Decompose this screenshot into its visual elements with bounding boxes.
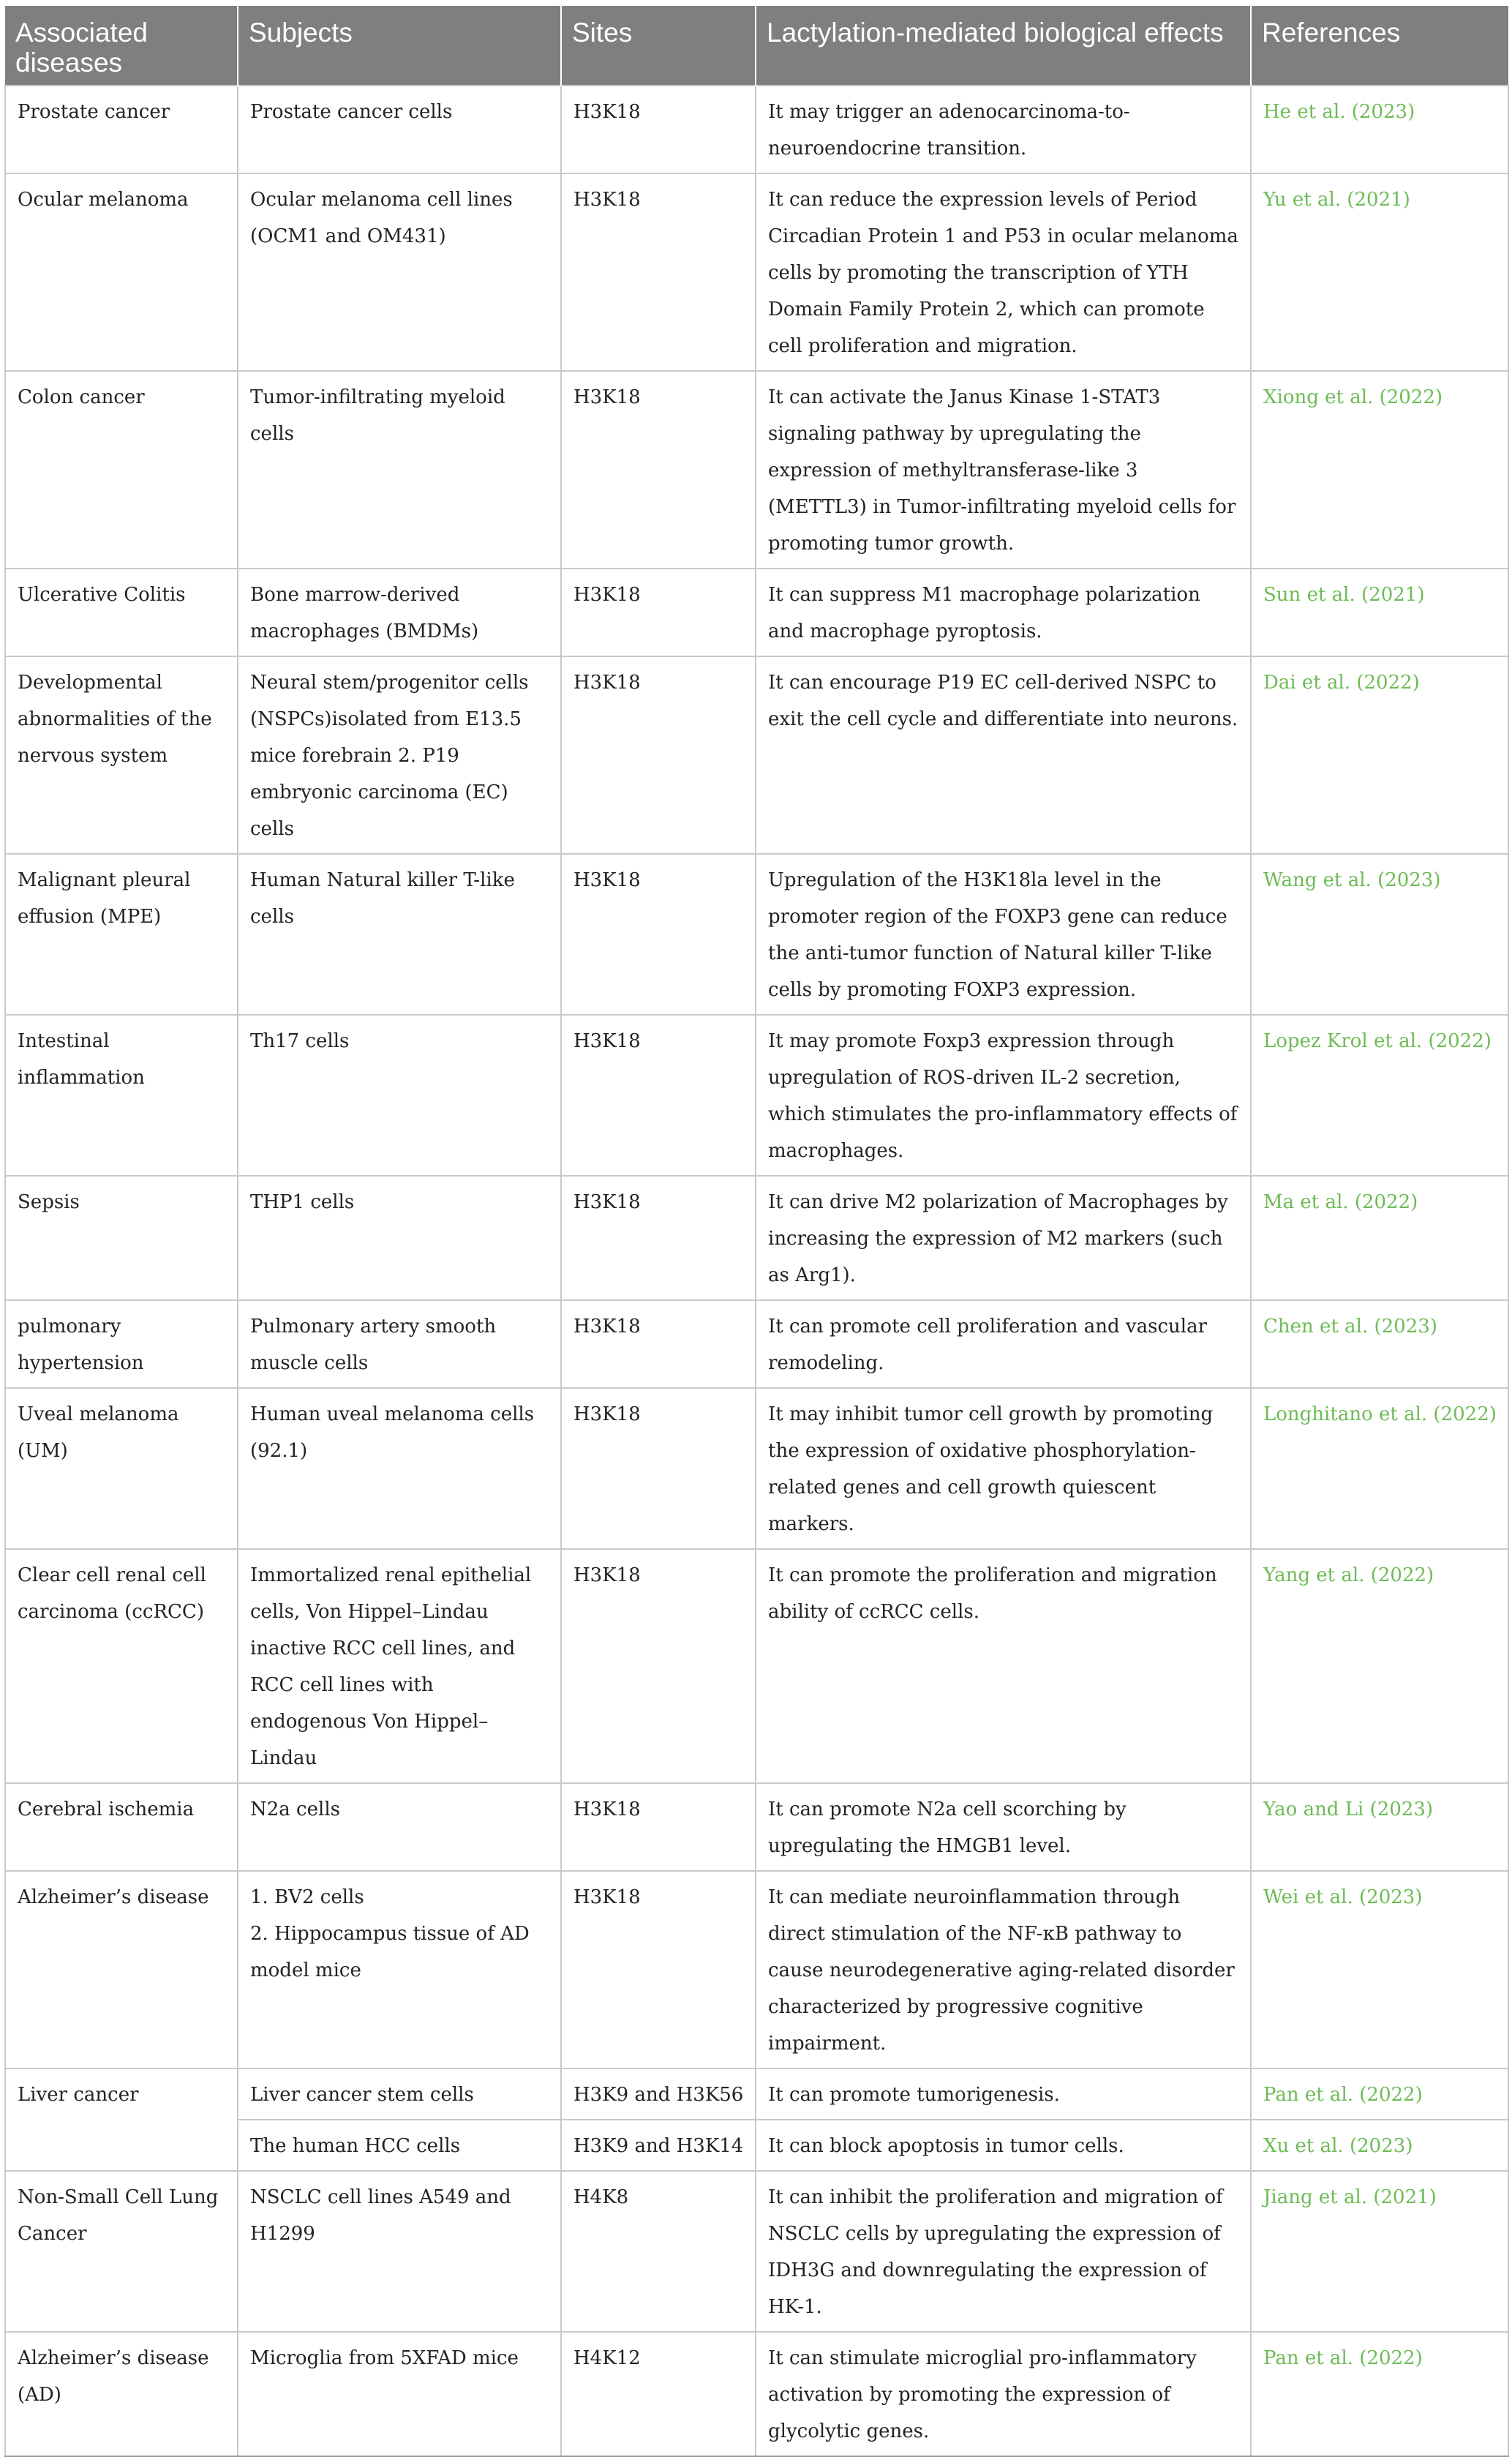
table-row: [5, 1388, 1508, 1549]
header-subjects: Subjects: [238, 6, 561, 86]
cell-subjects: Immortalized renal epithelial cells, Von Hippel–Lindau inactive RCC cell lines, and RCC cell lines with endogenous Von Hippel–Lindau: [238, 1549, 561, 1783]
cell-effects: It can promote N2a cell scorching by upregulating the HMGB1 level.: [756, 1783, 1251, 1871]
header-sites: Sites: [561, 6, 756, 86]
cell-disease: Alzheimer’s disease (AD): [5, 2332, 238, 2456]
cell-effects: It can encourage P19 EC cell-derived NSPC to exit the cell cycle and differentiate into neurons.: [756, 656, 1251, 854]
cell-subjects: Tumor-infiltrating myeloid cells: [238, 371, 561, 569]
cell-sites: H3K18: [561, 1549, 756, 1783]
cell-effects: It can stimulate microglial pro-inflammatory activation by promoting the expression of glycolytic genes.: [756, 2332, 1251, 2456]
cell-effects: It can promote cell proliferation and vascular remodeling.: [756, 1300, 1251, 1388]
table-row: [5, 1015, 1508, 1176]
reference-link[interactable]: Pan et al. (2022): [1251, 2332, 1508, 2456]
table-row: [5, 173, 1508, 371]
cell-disease: Clear cell renal cell carcinoma (ccRCC): [5, 1549, 238, 1783]
cell-subjects: 1. BV2 cells 2. Hippocampus tissue of AD model mice: [238, 1871, 561, 2068]
cell-sites: H3K9 and H3K56: [561, 2068, 756, 2120]
cell-sites: H3K18: [561, 656, 756, 854]
cell-sites: H3K18: [561, 86, 756, 173]
reference-link[interactable]: Lopez Krol et al. (2022): [1251, 1015, 1508, 1176]
reference-link[interactable]: Pan et al. (2022): [1251, 2068, 1508, 2120]
table-row: [5, 1549, 1508, 1783]
cell-subjects: NSCLC cell lines A549 and H1299: [238, 2171, 561, 2332]
header-diseases: Associated diseases: [5, 6, 238, 86]
cell-disease: Developmental abnormalities of the nervous system: [5, 656, 238, 854]
reference-link[interactable]: Sun et al. (2021): [1251, 569, 1508, 656]
table-row: [5, 2068, 1508, 2120]
table-row: [5, 371, 1508, 569]
cell-effects: Upregulation of the H3K18la level in the promoter region of the FOXP3 gene can reduce the anti-tumor function of Natural killer T-like cells by promoting FOXP3 expression.: [756, 854, 1251, 1015]
cell-subjects: Prostate cancer cells: [238, 86, 561, 173]
cell-subjects: Liver cancer stem cells: [238, 2068, 561, 2120]
reference-link[interactable]: Xiong et al. (2022): [1251, 371, 1508, 569]
cell-disease: pulmonary hypertension: [5, 1300, 238, 1388]
cell-effects: It can activate the Janus Kinase 1-STAT3 signaling pathway by upregulating the expression of methyltransferase-like 3 (METTL3) in Tumor-infiltrating myeloid cells for promoting tumor growth.: [756, 371, 1251, 569]
cell-sites: H4K12: [561, 2332, 756, 2456]
cell-sites: H3K9 and H3K14: [561, 2120, 756, 2171]
reference-link[interactable]: Longhitano et al. (2022): [1251, 1388, 1508, 1549]
reference-link[interactable]: Yao and Li (2023): [1251, 1783, 1508, 1871]
cell-sites: H3K18: [561, 1783, 756, 1871]
cell-effects: It can promote tumorigenesis.: [756, 2068, 1251, 2120]
cell-effects: It can drive M2 polarization of Macrophages by increasing the expression of M2 markers (such as Arg1).: [756, 1176, 1251, 1300]
cell-subjects: Neural stem/progenitor cells (NSPCs)isolated from E13.5 mice forebrain 2. P19 embryonic carcinoma (EC) cells: [238, 656, 561, 854]
cell-disease: Ocular melanoma: [5, 173, 238, 371]
cell-sites: H3K18: [561, 1388, 756, 1549]
cell-sites: H3K18: [561, 1300, 756, 1388]
table-row: [5, 854, 1508, 1015]
table-container: [4, 6, 1508, 2457]
header-references: References: [1251, 6, 1508, 86]
cell-subjects: The human HCC cells: [238, 2120, 561, 2171]
header-row: [5, 6, 1508, 86]
cell-subjects: Bone marrow-derived macrophages (BMDMs): [238, 569, 561, 656]
table-row: [5, 569, 1508, 656]
cell-sites: H3K18: [561, 371, 756, 569]
reference-link[interactable]: Ma et al. (2022): [1251, 1176, 1508, 1300]
table-header: [5, 6, 1508, 86]
cell-effects: It may trigger an adenocarcinoma-to-neuroendocrine transition.: [756, 86, 1251, 173]
cell-disease: Prostate cancer: [5, 86, 238, 173]
cell-effects: It can promote the proliferation and migration ability of ccRCC cells.: [756, 1549, 1251, 1783]
cell-subjects: Pulmonary artery smooth muscle cells: [238, 1300, 561, 1388]
reference-link[interactable]: Xu et al. (2023): [1251, 2120, 1508, 2171]
cell-disease: Liver cancer: [5, 2068, 238, 2171]
cell-sites: H3K18: [561, 569, 756, 656]
reference-link[interactable]: Yang et al. (2022): [1251, 1549, 1508, 1783]
table-row: [5, 1871, 1508, 2068]
reference-link[interactable]: Yu et al. (2021): [1251, 173, 1508, 371]
reference-link[interactable]: Wei et al. (2023): [1251, 1871, 1508, 2068]
cell-sites: H3K18: [561, 854, 756, 1015]
cell-effects: It may promote Foxp3 expression through upregulation of ROS-driven IL-2 secretion, which stimulates the pro-inflammatory effects of macrophages.: [756, 1015, 1251, 1176]
cell-disease: Alzheimer’s disease: [5, 1871, 238, 2068]
reference-link[interactable]: Dai et al. (2022): [1251, 656, 1508, 854]
cell-disease: Intestinal inflammation: [5, 1015, 238, 1176]
header-effects: Lactylation-mediated biological effects: [756, 6, 1251, 86]
cell-effects: It can reduce the expression levels of Period Circadian Protein 1 and P53 in ocular melanoma cells by promoting the transcription of YTH Domain Family Protein 2, which can promote cell proliferation and migration.: [756, 173, 1251, 371]
cell-effects: It can block apoptosis in tumor cells.: [756, 2120, 1251, 2171]
cell-sites: H4K8: [561, 2171, 756, 2332]
table-row: [5, 1176, 1508, 1300]
cell-disease: Ulcerative Colitis: [5, 569, 238, 656]
reference-link[interactable]: Chen et al. (2023): [1251, 1300, 1508, 1388]
cell-sites: H3K18: [561, 1871, 756, 2068]
reference-link[interactable]: Wang et al. (2023): [1251, 854, 1508, 1015]
table-row: [5, 2332, 1508, 2456]
cell-disease: Cerebral ischemia: [5, 1783, 238, 1871]
reference-link[interactable]: He et al. (2023): [1251, 86, 1508, 173]
cell-effects: It can inhibit the proliferation and migration of NSCLC cells by upregulating the expression of IDH3G and downregulating the expression of HK-1.: [756, 2171, 1251, 2332]
cell-subjects: Microglia from 5XFAD mice: [238, 2332, 561, 2456]
cell-disease: Uveal melanoma (UM): [5, 1388, 238, 1549]
table-row: [5, 656, 1508, 854]
cell-subjects: Ocular melanoma cell lines (OCM1 and OM431): [238, 173, 561, 371]
reference-link[interactable]: Jiang et al. (2021): [1251, 2171, 1508, 2332]
cell-sites: H3K18: [561, 1176, 756, 1300]
lactylation-table: [4, 6, 1509, 2457]
cell-disease: Malignant pleural effusion (MPE): [5, 854, 238, 1015]
table-row: [5, 86, 1508, 173]
cell-effects: It can suppress M1 macrophage polarization and macrophage pyroptosis.: [756, 569, 1251, 656]
cell-subjects: N2a cells: [238, 1783, 561, 1871]
cell-sites: H3K18: [561, 173, 756, 371]
cell-disease: Colon cancer: [5, 371, 238, 569]
table-body: [5, 86, 1508, 2456]
table-row: [5, 1300, 1508, 1388]
table-row: [5, 1783, 1508, 1871]
cell-sites: H3K18: [561, 1015, 756, 1176]
cell-subjects: Human Natural killer T-like cells: [238, 854, 561, 1015]
cell-subjects: Th17 cells: [238, 1015, 561, 1176]
table-row: [5, 2171, 1508, 2332]
cell-disease: Sepsis: [5, 1176, 238, 1300]
cell-effects: It may inhibit tumor cell growth by promoting the expression of oxidative phosphorylation-related genes and cell growth quiescent markers.: [756, 1388, 1251, 1549]
cell-effects: It can mediate neuroinflammation through direct stimulation of the NF-κB pathway to cause neurodegenerative aging-related disorder characterized by progressive cognitive impairment.: [756, 1871, 1251, 2068]
cell-disease: Non-Small Cell Lung Cancer: [5, 2171, 238, 2332]
cell-subjects: Human uveal melanoma cells (92.1): [238, 1388, 561, 1549]
cell-subjects: THP1 cells: [238, 1176, 561, 1300]
